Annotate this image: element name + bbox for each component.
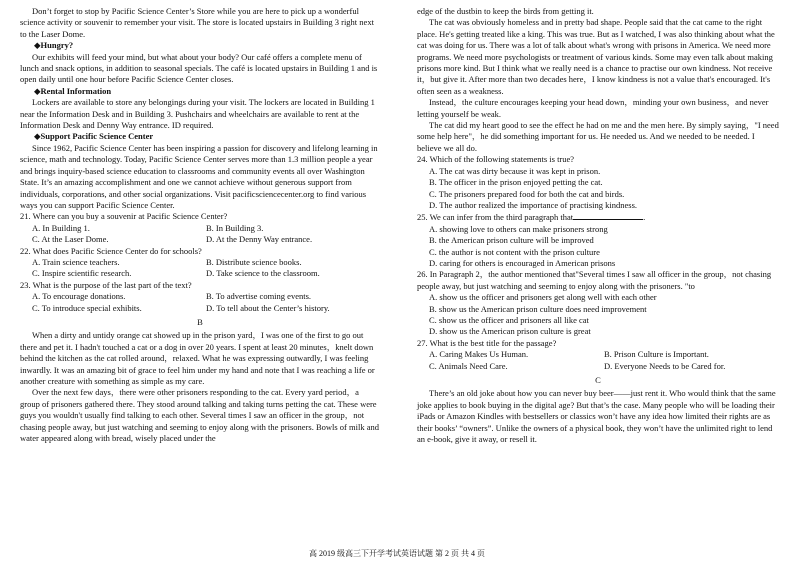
- q27-option-a[interactable]: A. Caring Makes Us Human.: [429, 349, 529, 360]
- question-25-text: 25. We can infer from the third paragraph that: [417, 212, 574, 223]
- q27-options-row2: [417, 361, 779, 372]
- q24-option-b[interactable]: B. The officer in the prison enjoyed petting the cat.: [429, 177, 603, 188]
- heading-hungry: ◆Hungry?: [34, 40, 74, 51]
- heading-rental: ◆Rental Information: [34, 85, 112, 96]
- passage-b-paragraph-2-continued: edge of the dustbin to keep the birds from getting it.: [417, 6, 594, 16]
- q21-options-row2: [20, 234, 380, 245]
- q22-option-b[interactable]: B. Distribute science books.: [206, 256, 302, 267]
- q27-option-b[interactable]: B. Prison Culture is Important.: [604, 349, 709, 360]
- q21-option-c[interactable]: C. At the Laser Dome.: [32, 234, 109, 245]
- q24-option-a[interactable]: A. The cat was dirty because it was kept in prison.: [429, 165, 601, 176]
- q22-option-c[interactable]: C. Inspire scientific research.: [32, 268, 132, 279]
- passage-b-paragraph-3: The cat was obviously homeless and in pretty bad shape. People said that the cat came to the right place. He's getting treated like a king. This was true. But as I watched, I was also thinking about what the cat was doing for us. There was a lot of talk about what's wrong with prisons in America. We need more programs. We need more psychologists or treatment of various kinds. Some may even talk about making prisons more kind. But I think what we really need is a chance to practise our own kindness. Not receive it，but give it. After more than two decades here，I know kindness is not a value that's encouraged. It's often seen as a weakness.: [417, 17, 775, 96]
- paragraph-support: Since 1962, Pacific Science Center has been inspiring a passion for discovery and lifelong learning in science, math and technology. Today, Pacific Science Center serves more than 1.3 million people a year and brings inquiry-based science education to classrooms and community events all over Washington State. It’s an amazing accomplishment and one we cannot achieve without generous support from individuals, corporations, and other social organizations. Visit pacificsciencecenter.org to find various ways you can support Pacific Science Center.: [20, 142, 378, 210]
- q26-option-b[interactable]: B. show us the American prison culture does need improvement: [429, 303, 647, 314]
- q21-option-a[interactable]: A. In Building 1.: [32, 222, 90, 233]
- q26-option-a[interactable]: A. show us the officer and prisoners get along well with each other: [429, 292, 657, 303]
- q22-options-row1: [20, 257, 380, 268]
- q23-options-row1: [20, 291, 380, 302]
- question-24: 24. Which of the following statements is true?: [417, 154, 575, 165]
- q23-option-b[interactable]: B. To advertise coming events.: [206, 291, 312, 302]
- paragraph-hungry: Our exhibits will feed your mind, but what about your body? Our café offers a complete menu of lunch and snack options, in addition to seasonal specials. The café is located upstairs in Building 1 and is open daily until one hour before Pacific Science Center closes.: [20, 51, 378, 85]
- q23-option-a[interactable]: A. To encourage donations.: [32, 291, 126, 302]
- heading-support: ◆Support Pacific Science Center: [34, 131, 154, 142]
- q25-option-c[interactable]: C. the author is not content with the prison culture: [429, 246, 600, 257]
- passage-b-paragraph-2: Over the next few days，there were other prisoners responding to the cat. Every yard period，a group of prisoners gathered there. They stood around talking and taking turns petting the cat. These were guys you wouldn't usually find talking to each other. Several times I saw an officer in the group，not chasing people away, but just watching and seeming to enjoy along with the prisoners. Bowls of milk and water appeared along with bread, wisely placed under the: [20, 387, 379, 444]
- section-b-title: B: [197, 316, 203, 327]
- question-21: 21. Where can you buy a souvenir at Pacific Science Center?: [20, 211, 228, 222]
- q22-option-a[interactable]: A. Train science teachers.: [32, 256, 120, 267]
- passage-b-paragraph-5: The cat did my heart good to see the effect he had on me and the men here. By simply saying，"I need some help here"，he did something important for us. He needed us. And we needed to be needed. I believe we all do.: [417, 120, 779, 153]
- answer-blank: [573, 211, 643, 220]
- q21-option-d[interactable]: D. At the Denny Way entrance.: [206, 234, 313, 245]
- q23-option-d[interactable]: D. To tell about the Center’s history.: [206, 302, 330, 313]
- q27-option-c[interactable]: C. Animals Need Care.: [429, 360, 508, 371]
- q27-option-d[interactable]: D. Everyone Needs to be Cared for.: [604, 360, 726, 371]
- q25-option-a[interactable]: A. showing love to others can make prisoners strong: [429, 223, 608, 234]
- paragraph-rental: Lockers are available to store any belongings during your visit. The lockers are located in Building 1 near the Information Desk and in Building 3. Pushchairs and wheelchairs are available to rent at the Information Desk and Denny Way entrance. ID required.: [20, 97, 375, 131]
- question-25: 25. We can infer from the third paragraph that .: [417, 212, 646, 223]
- question-27: 27. What is the best title for the passage?: [417, 337, 557, 348]
- question-22: 22. What does Pacific Science Center do for schools?: [20, 245, 202, 256]
- q23-option-c[interactable]: C. To introduce special exhibits.: [32, 302, 142, 313]
- q24-option-c[interactable]: C. The prisoners prepared food for both the cat and birds.: [429, 188, 625, 199]
- q22-options-row2: [20, 268, 380, 279]
- q21-options-row1: [20, 223, 380, 234]
- right-column: [417, 6, 779, 445]
- q27-options-row1: [417, 349, 779, 360]
- q21-option-b[interactable]: B. In Building 3.: [206, 222, 264, 233]
- section-c-title: C: [595, 375, 601, 385]
- q22-option-d[interactable]: D. Take science to the classroom.: [206, 268, 320, 279]
- q23-options-row2: [20, 303, 380, 314]
- paragraph-store: Don’t forget to stop by Pacific Science Center’s Store while you are here to pick up a wonderful science activity or souvenir to remember your visit. The store is located upstairs in Building 3 right next to the Laser Dome.: [20, 6, 374, 39]
- question-26: 26. In Paragraph 2，the author mentioned that"Several times I saw all officer in the group，not chasing people away, but just watching and seeming to enjoy along with the prisoners. "to: [417, 269, 772, 291]
- q24-option-d[interactable]: D. The author realized the importance of practising kindness.: [429, 199, 638, 210]
- q26-option-c[interactable]: C. show us the officer and prisoners all like cat: [429, 314, 589, 325]
- left-column: [20, 6, 380, 444]
- page-footer: 高 2019 级高三下开学考试英语试题 第 2 页 共 4 页: [309, 549, 485, 558]
- passage-c-paragraph-1: There’s an old joke about how you can never buy beer——just rent it. Who would think that the same joke applies to book buying in the digital age? But that’s the case. Many people who will be loading their iPads or Amazon Kindles with bestsellers or classics won’t have any idea how limited their rights are as their books’ “owners”. Unlike the owners of a physical book, they won’t have the unlimited right to lend an e-book, give it away, or resell it.: [417, 388, 776, 445]
- q26-option-d[interactable]: D. show us the American prison culture is great: [429, 326, 591, 337]
- q25-option-b[interactable]: B. the American prison culture will be improved: [429, 235, 594, 246]
- question-23: 23. What is the purpose of the last part of the text?: [20, 279, 192, 290]
- passage-b-paragraph-1: When a dirty and untidy orange cat showed up in the prison yard，I was one of the first to go out there and pet it. I hadn't touched a cat or a dog in over 20 years. I spent at least 20 minutes，knelt down behind the kitchen as the cat rolled around，relaxed. What he was expressing outwardly, I was feeling inwardly. It was an amazing bit of grace to feel him under my hand and note that I was reaching a life or another creature with something as simple as my care.: [20, 330, 375, 386]
- q25-option-d[interactable]: D. caring for others is encouraged in American prisons: [429, 257, 616, 268]
- passage-b-paragraph-4: Instead，the culture encourages keeping your head down，minding your own business，and never letting yourself be weak.: [417, 97, 769, 119]
